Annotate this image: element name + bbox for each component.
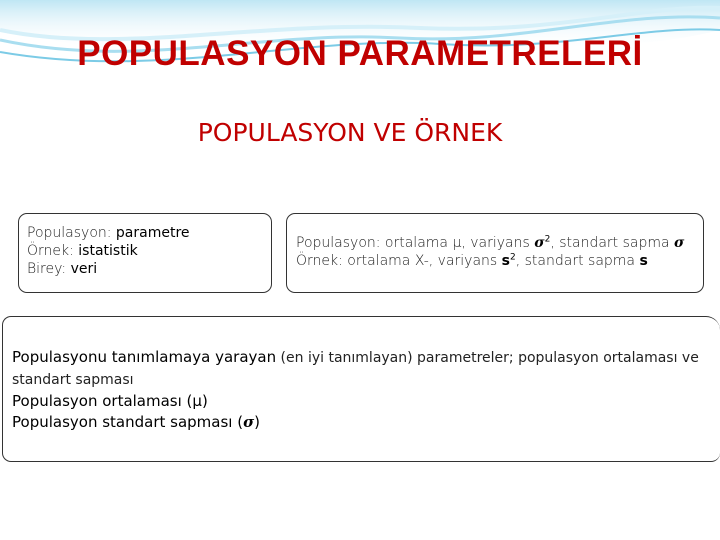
parameters-lead: Populasyonu tanımlamaya yarayan — [12, 348, 277, 366]
definition-value: istatistik — [78, 243, 138, 259]
parameters-description — [12, 347, 711, 391]
slide-title: POPULASYON PARAMETRELERİ — [77, 34, 643, 73]
closing-paren: ) — [254, 413, 261, 431]
population-stats-text: , standart sapma — [550, 235, 675, 251]
sigma-symbol: σ — [674, 235, 685, 251]
parameters-box — [2, 316, 720, 462]
definition-line-individual — [27, 260, 263, 278]
slide-subtitle: POPULASYON VE ÖRNEK — [197, 118, 503, 147]
sigma-symbol: σ — [534, 235, 545, 251]
parameters-detail: (en iyi tanımlayan) parametreler; populasyon ortalaması ve standart sapması — [12, 350, 699, 388]
sample-stats-text: Örnek: ortalama X-, variyans — [296, 253, 502, 269]
superscript-two: 2 — [544, 234, 551, 245]
definition-line-population — [27, 224, 263, 242]
population-mean-line: Populasyon ortalaması (µ) — [12, 392, 208, 410]
s-symbol: s — [639, 253, 648, 269]
population-stats-text: Populasyon: ortalama µ, variyans — [296, 235, 535, 251]
sample-stats-line — [296, 252, 694, 270]
population-stats-line — [296, 234, 694, 252]
population-sd-line — [12, 412, 711, 433]
sample-stats-text: , standart sapma — [515, 253, 640, 269]
definition-value: parametre — [115, 225, 190, 241]
definitions-box — [18, 213, 272, 293]
definition-label: Birey: — [27, 261, 71, 277]
definition-value: veri — [70, 261, 98, 277]
definition-label: Örnek: — [27, 243, 79, 259]
definition-label: Populasyon: — [27, 225, 116, 241]
definition-line-sample — [27, 242, 263, 260]
sigma-symbol: σ — [243, 413, 255, 431]
s-symbol: s — [501, 253, 510, 269]
statistics-box — [286, 213, 704, 293]
superscript-two: 2 — [510, 252, 516, 263]
population-sd-text: Populasyon standart sapması ( — [12, 413, 244, 431]
